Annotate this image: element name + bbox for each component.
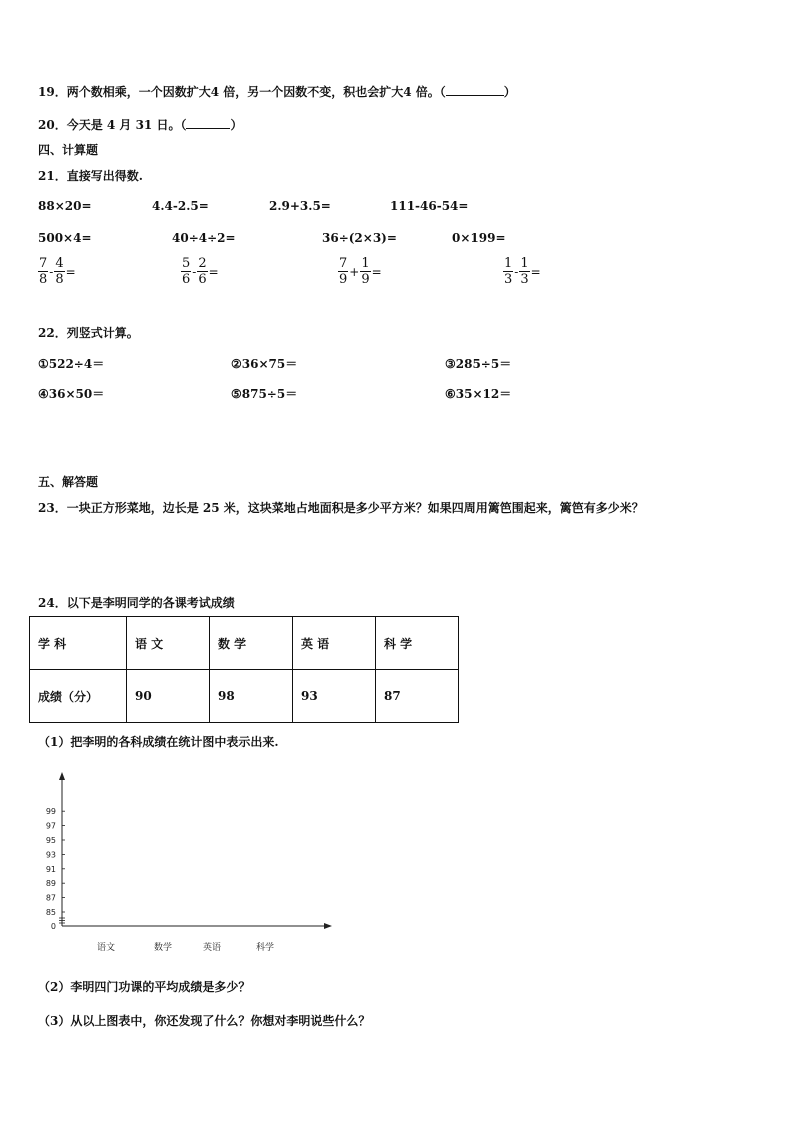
table-row <box>30 670 459 723</box>
y-axis-arrow <box>59 772 65 780</box>
calc-item: 2.9+3.5= <box>269 199 331 213</box>
x-category-label: 数学 <box>153 943 173 953</box>
calc-item: 0×199= <box>452 231 506 245</box>
table-cell: 87 <box>376 670 459 723</box>
table-cell: 93 <box>293 670 376 723</box>
calc-item: 4.4-2.5= <box>152 199 209 213</box>
question-21-title: 21．直接写出得数. <box>38 169 143 183</box>
table-cell: 90 <box>127 670 210 723</box>
table-row <box>30 617 459 670</box>
question-20-close: ） <box>230 118 243 132</box>
question-24-title: 24．以下是李明同学的各课考试成绩 <box>38 596 235 610</box>
calc-item: 40÷4÷2= <box>172 231 236 245</box>
fraction: $\frac{4}{8}$ <box>55 256 64 287</box>
table-cell: 数 学 <box>210 617 293 670</box>
vertical-calc-item: ②36×75＝ <box>231 357 298 371</box>
y-tick-label: 0 <box>50 922 56 931</box>
fraction-expression: 7 9 + $\frac{1}{9}$ = <box>339 256 382 287</box>
calc-item: 111-46-54= <box>390 199 469 213</box>
fraction-expression: 7 8 - $\frac{4}{8}$ = <box>39 256 76 287</box>
table-cell: 语 文 <box>127 617 210 670</box>
calc-item: 88×20= <box>38 199 92 213</box>
y-tick-label: 85 <box>45 908 56 917</box>
question-22-title: 22．列竖式计算。 <box>38 326 139 340</box>
question-19-close: ） <box>503 85 516 99</box>
fraction: $\frac{1}{3}$ <box>520 256 529 287</box>
section-4-heading: 四、计算题 <box>38 143 99 157</box>
answer-blank[interactable] <box>446 83 504 96</box>
question-20-text: 20．今天是 4 月 31 日。（ <box>38 118 187 132</box>
table-cell: 学 科 <box>30 617 127 670</box>
answer-blank[interactable] <box>186 116 230 129</box>
y-tick-label: 93 <box>45 850 56 860</box>
score-table <box>29 616 459 723</box>
fraction-expression: 1 3 - $\frac{1}{3}$ = <box>504 256 541 287</box>
table-cell: 英 语 <box>293 617 376 670</box>
y-tick-label: 97 <box>45 821 56 831</box>
question-23: 23．一块正方形菜地，边长是 25 米，这块菜地占地面积是多少平方米？如果四周用篱笆围起来，篱笆有多少米？ <box>38 501 644 515</box>
vertical-calc-item: ③285÷5＝ <box>445 357 512 371</box>
table-cell: 成绩（分） <box>30 670 127 723</box>
x-category-label: 语文 <box>96 943 116 953</box>
fraction: 7 9 <box>339 256 348 287</box>
fraction: 5 6 <box>182 256 191 287</box>
question-19 <box>38 83 516 100</box>
calc-item: 500×4= <box>38 231 92 245</box>
question-20 <box>38 116 242 133</box>
y-tick-label: 89 <box>45 879 56 889</box>
y-tick-label: 91 <box>45 864 56 874</box>
x-category-label: 科学 <box>255 943 275 953</box>
x-category-label: 英语 <box>202 943 222 953</box>
fraction: $\frac{2}{6}$ <box>198 256 207 287</box>
y-tick-label: 95 <box>45 836 56 845</box>
question-24-part-3: （3）从以上图表中，你还发现了什么？你想对李明说些什么？ <box>38 1014 371 1028</box>
calc-item: 36÷(2×3)= <box>322 231 397 245</box>
vertical-calc-item: ④36×50＝ <box>38 387 105 401</box>
vertical-calc-item: ①522÷4＝ <box>38 357 105 371</box>
fraction-expression: 5 6 - $\frac{2}{6}$ = <box>182 256 219 287</box>
fraction: $\frac{1}{9}$ <box>361 256 370 287</box>
vertical-calc-item: ⑤875÷5＝ <box>231 387 298 401</box>
table-cell: 98 <box>210 670 293 723</box>
fraction: 1 3 <box>504 256 513 287</box>
question-19-text: 19．两个数相乘，一个因数扩大4 倍，另一个因数不变，积也会扩大4 倍。（ <box>38 85 446 99</box>
table-cell: 科 学 <box>376 617 459 670</box>
vertical-calc-item: ⑥35×12＝ <box>445 387 512 401</box>
y-tick-label: 87 <box>45 893 56 903</box>
section-5-heading: 五、解答题 <box>38 475 99 489</box>
fraction: 7 8 <box>39 256 48 287</box>
blank-bar-chart <box>30 760 340 960</box>
question-24-part-2: （2）李明四门功课的平均成绩是多少？ <box>38 980 251 994</box>
question-24-part-1: （1）把李明的各科成绩在统计图中表示出来. <box>38 735 279 749</box>
y-tick-label: 99 <box>45 807 56 817</box>
x-axis-arrow <box>324 923 332 929</box>
